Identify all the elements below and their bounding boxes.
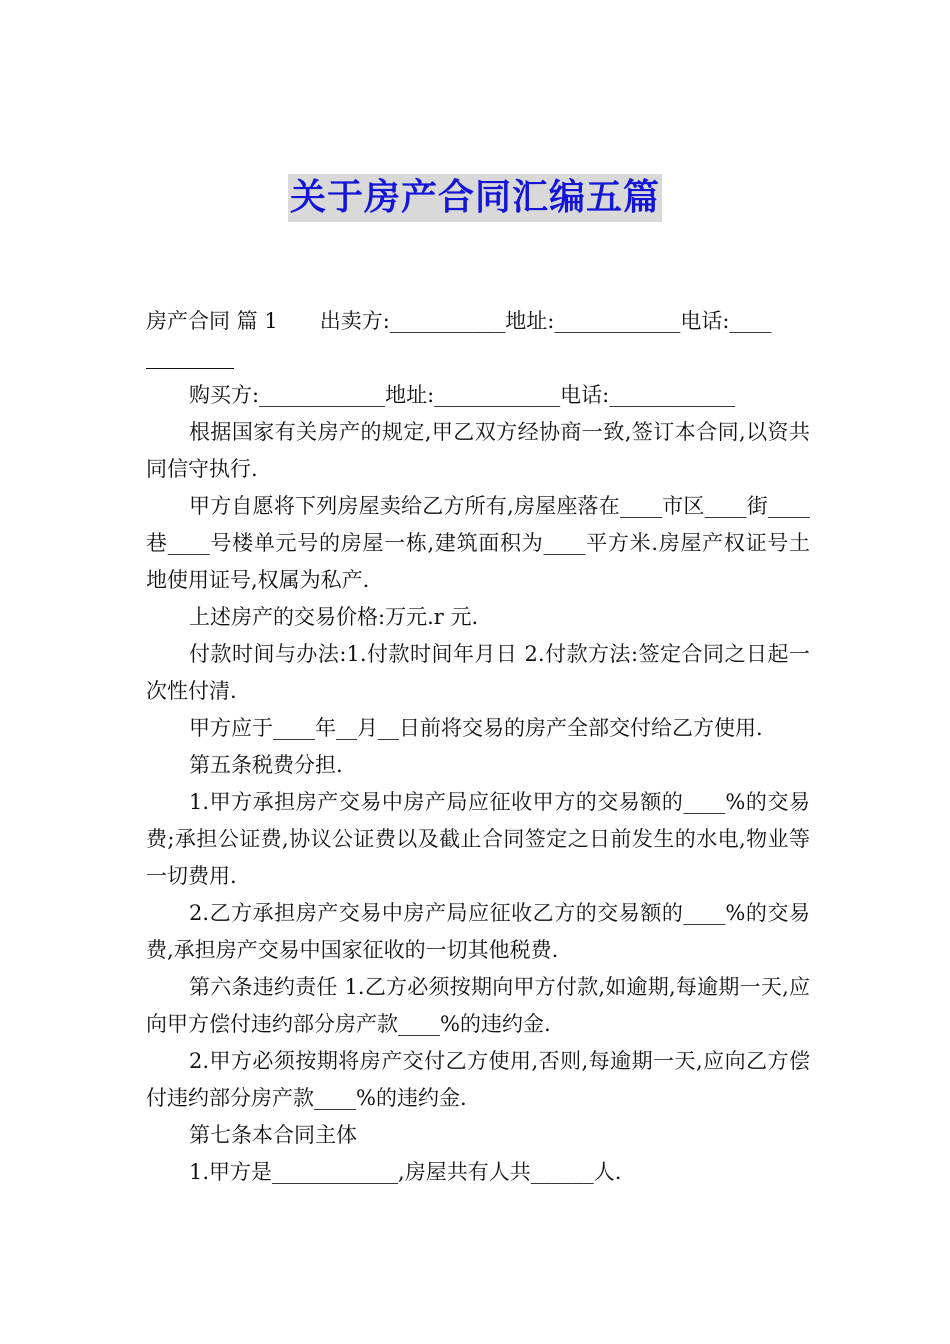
paragraph-article-5-item-1: 1.甲方承担房产交易中房产局应征收甲方的交易额的____%的交易费;承担公证费,协议公证费以及截止合同签定之日前发生的水电,物业等一切费用. <box>146 790 810 888</box>
paragraph-article-6-item-2: 2.甲方必须按期将房产交付乙方使用,否则,每逾期一天,应向乙方偿付违约部分房产款____%的违约金. <box>146 1049 810 1110</box>
phone-blank-continuation <box>146 340 234 377</box>
paragraph-preamble: 根据国家有关房产的规定,甲乙双方经协商一致,签订本合同,以资共同信守执行. <box>146 420 810 481</box>
paragraph-delivery: 甲方应于____年__月__日前将交易的房产全部交付给乙方使用. <box>189 716 763 740</box>
paragraph-seller-info: 房产合同 篇 1 出卖方:___________地址:____________电话:____ <box>146 309 772 333</box>
paragraph-property-description: 甲方自愿将下列房屋卖给乙方所有,房屋座落在____市区____街____巷____号楼单元号的房屋一栋,建筑面积为____平方米.房屋产权证号土地使用证号,权属为私产. <box>146 494 810 592</box>
paragraph-article-5-item-2: 2.乙方承担房产交易中房产局应征收乙方的交易额的____%的交易费,承担房产交易中国家征收的一切其他税费. <box>146 901 810 962</box>
title-wrap <box>0 174 950 222</box>
paragraph-payment: 付款时间与办法:1.付款时间年月日 2.付款方法:签定合同之日起一次性付清. <box>146 642 810 703</box>
document-body <box>146 303 810 1191</box>
paragraph-article-7-heading: 第七条本合同主体 <box>189 1123 357 1147</box>
paragraph-article-7-item-1: 1.甲方是____________,房屋共有人共______人. <box>189 1160 622 1184</box>
paragraph-article-6-item-1: 第六条违约责任 1.乙方必须按期向甲方付款,如逾期,每逾期一天,应向甲方偿付违约部分房产款____%的违约金. <box>146 975 810 1036</box>
paragraph-price: 上述房产的交易价格:万元.r 元. <box>189 605 479 629</box>
document-title: 关于房产合同汇编五篇 <box>288 174 662 222</box>
paragraph-buyer-info: 购买方:____________地址:____________电话:____________ <box>189 383 736 407</box>
paragraph-article-5-heading: 第五条税费分担. <box>189 753 343 777</box>
